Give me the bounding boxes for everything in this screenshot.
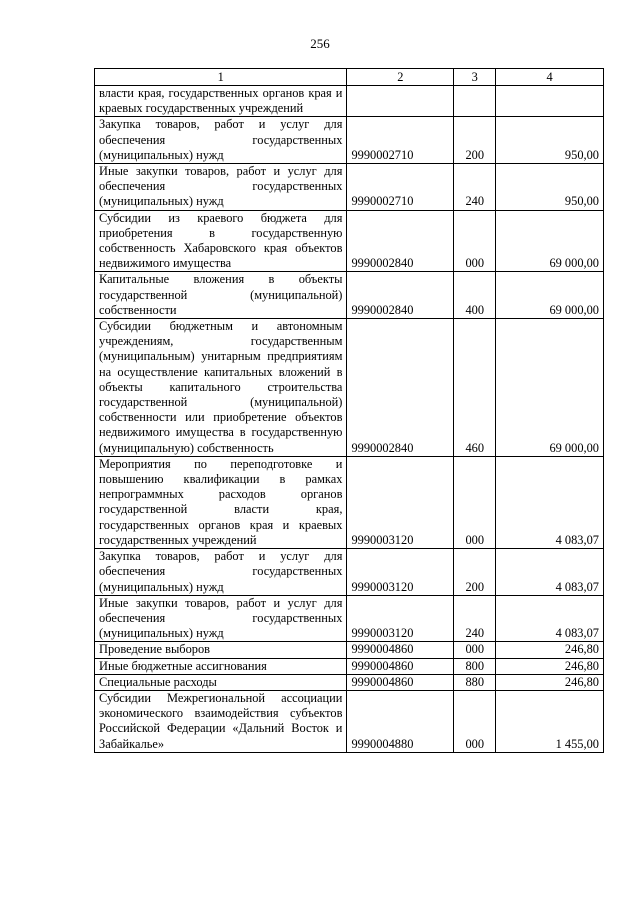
table-row [95,272,604,319]
row-amount: 69 000,00 [496,319,604,457]
row-name: Иные закупки товаров, работ и услуг для обеспечения государственных (муниципальных) нужд [95,164,347,211]
table-row [95,595,604,642]
row-type: 000 [454,642,496,658]
row-name: Закупка товаров, работ и услуг для обеспечения государственных (муниципальных) нужд [95,549,347,596]
budget-table [94,68,604,753]
row-code: 9990004860 [347,642,454,658]
table-row [95,549,604,596]
row-code: 9990002710 [347,164,454,211]
row-name: Субсидии бюджетным и автономным учреждениям, государственным (муниципальным) унитарным предприятиям на осуществление капитальных вложений в объекты капитального строительства государственной (муниципальной) собственности или приобретение объектов недвижимого имущества в государственную (муниципальную) собственность [95,319,347,457]
row-code: 9990003120 [347,595,454,642]
row-name: Субсидии Межрегиональной ассоциации экономического взаимодействия субъектов Российской Федерации «Дальний Восток и Забайкалье» [95,690,347,752]
row-name: Субсидии из краевого бюджета для приобретения в государственную собственность Хабаровского края объектов недвижимого имущества [95,210,347,272]
row-amount: 246,80 [496,642,604,658]
row-amount: 950,00 [496,117,604,164]
row-code: 9990002840 [347,272,454,319]
row-amount: 4 083,07 [496,456,604,548]
row-code: 9990002840 [347,210,454,272]
row-type: 400 [454,272,496,319]
page-number: 256 [310,36,330,51]
table-row [95,456,604,548]
row-amount: 69 000,00 [496,210,604,272]
row-amount: 246,80 [496,658,604,674]
row-code: 9990004860 [347,674,454,690]
table-row [95,658,604,674]
row-type: 240 [454,164,496,211]
row-name: Мероприятия по переподготовке и повышению квалификации в рамках непрограммных расходов органов государственной власти края, государственных органов края и краевых государственных учреждений [95,456,347,548]
row-name: Закупка товаров, работ и услуг для обеспечения государственных (муниципальных) нужд [95,117,347,164]
row-type: 880 [454,674,496,690]
column-header-name: 1 [95,69,347,86]
table-row [95,674,604,690]
column-header-amount: 4 [496,69,604,86]
table-header-row [95,69,604,86]
row-type: 460 [454,319,496,457]
table-row [95,642,604,658]
row-name: Проведение выборов [95,642,347,658]
column-header-type: 3 [454,69,496,86]
table-row [95,86,604,117]
table-row [95,319,604,457]
row-type: 200 [454,117,496,164]
row-name: Иные бюджетные ассигнования [95,658,347,674]
column-header-code: 2 [347,69,454,86]
row-code: 9990002710 [347,117,454,164]
row-amount: 1 455,00 [496,690,604,752]
row-type: 240 [454,595,496,642]
row-amount: 950,00 [496,164,604,211]
row-amount: 69 000,00 [496,272,604,319]
table-row [95,210,604,272]
row-amount: 4 083,07 [496,595,604,642]
row-code: 9990004880 [347,690,454,752]
row-code: 9990003120 [347,549,454,596]
row-code: 9990002840 [347,319,454,457]
row-code [347,86,454,117]
row-name: Иные закупки товаров, работ и услуг для обеспечения государственных (муниципальных) нужд [95,595,347,642]
row-amount: 4 083,07 [496,549,604,596]
row-amount: 246,80 [496,674,604,690]
row-name: власти края, государственных органов края и краевых государственных учреждений [95,86,347,117]
row-type [454,86,496,117]
table-row [95,690,604,752]
row-amount [496,86,604,117]
row-code: 9990004860 [347,658,454,674]
row-type: 800 [454,658,496,674]
row-type: 000 [454,690,496,752]
table-row [95,164,604,211]
row-type: 000 [454,210,496,272]
table-row [95,117,604,164]
row-type: 200 [454,549,496,596]
row-type: 000 [454,456,496,548]
row-name: Специальные расходы [95,674,347,690]
row-name: Капитальные вложения в объекты государственной (муниципальной) собственности [95,272,347,319]
row-code: 9990003120 [347,456,454,548]
